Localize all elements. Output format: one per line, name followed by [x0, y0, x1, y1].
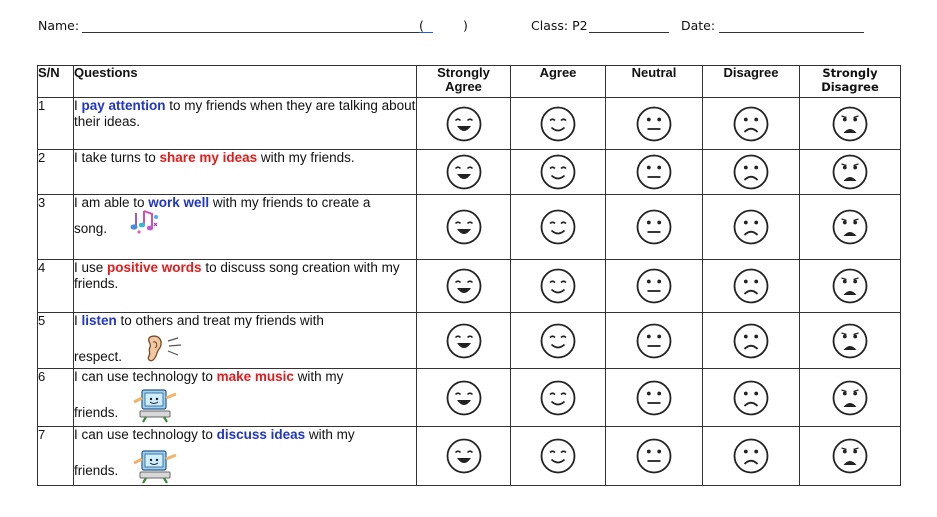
- row-number: 3: [38, 195, 74, 259]
- question-pre: I am able to: [74, 195, 149, 211]
- name-blank[interactable]: [82, 20, 428, 33]
- sad-face-icon: [703, 153, 799, 191]
- rating-disagree[interactable]: [703, 259, 800, 312]
- happy-face-icon: [511, 437, 605, 475]
- rating-agree[interactable]: [511, 426, 606, 485]
- date-label: Date:: [681, 18, 716, 33]
- col-header-strongly-disagree-line1: Strongly: [822, 66, 878, 80]
- rating-agree[interactable]: [511, 259, 606, 312]
- open-paren: (: [419, 18, 433, 33]
- ear-icon: [140, 333, 186, 369]
- rating-disagree[interactable]: [703, 369, 800, 426]
- very-happy-face-icon: [417, 105, 510, 143]
- question-post: with my: [305, 426, 355, 442]
- rating-neutral[interactable]: [606, 195, 703, 259]
- question-post: with my friends to create a: [209, 195, 371, 211]
- sad-face-icon: [703, 379, 799, 417]
- happy-face-icon: [511, 379, 605, 417]
- rating-neutral[interactable]: [606, 150, 703, 195]
- row-number: 4: [38, 259, 74, 312]
- neutral-face-icon: [606, 379, 702, 417]
- col-header-strongly-agree-line1: Strongly: [437, 65, 490, 80]
- question-text: [74, 426, 417, 485]
- question-pre: I: [74, 313, 82, 329]
- rating-strongly-disagree[interactable]: [800, 369, 901, 426]
- table-row: [38, 150, 901, 195]
- neutral-face-icon: [606, 208, 702, 246]
- table-row: [38, 369, 901, 426]
- very-happy-face-icon: [417, 267, 510, 305]
- rating-agree[interactable]: [511, 195, 606, 259]
- rating-strongly-agree[interactable]: [417, 259, 511, 312]
- rating-neutral[interactable]: [606, 259, 703, 312]
- question-pre: I can use technology to: [74, 426, 217, 442]
- very-happy-face-icon: [417, 437, 510, 475]
- sad-face-icon: [703, 105, 799, 143]
- neutral-face-icon: [606, 267, 702, 305]
- very-happy-face-icon: [417, 208, 510, 246]
- computer-icon: [132, 388, 180, 428]
- question-line2: song.: [74, 221, 108, 237]
- row-number: 6: [38, 369, 74, 426]
- very-happy-face-icon: [417, 322, 510, 360]
- col-header-sn: S/N: [38, 66, 74, 98]
- rating-strongly-disagree[interactable]: [800, 150, 901, 195]
- very-happy-face-icon: [417, 153, 510, 191]
- computer-icon: [132, 449, 180, 489]
- rating-strongly-agree[interactable]: [417, 313, 511, 369]
- form-header: [38, 18, 898, 38]
- table-row: [38, 195, 901, 259]
- question-line2: friends.: [74, 405, 119, 421]
- very-sad-face-icon: [800, 208, 900, 246]
- rating-agree[interactable]: [511, 98, 606, 150]
- rating-strongly-disagree[interactable]: [800, 98, 901, 150]
- rating-neutral[interactable]: [606, 369, 703, 426]
- table-row: [38, 426, 901, 485]
- sad-face-icon: [703, 322, 799, 360]
- table-row: [38, 313, 901, 369]
- question-post: to others and treat my friends with: [116, 313, 324, 329]
- col-header-strongly-disagree-line2: Disagree: [821, 80, 879, 94]
- question-post: to my friends when they are talking about their ideas.: [74, 98, 416, 129]
- col-header-questions: Questions: [74, 66, 417, 98]
- rating-strongly-disagree[interactable]: [800, 313, 901, 369]
- question-keyword: make music: [216, 369, 294, 385]
- sad-face-icon: [703, 208, 799, 246]
- survey-table: [37, 65, 901, 486]
- rating-agree[interactable]: [511, 369, 606, 426]
- table-row: [38, 98, 901, 150]
- rating-strongly-disagree[interactable]: [800, 426, 901, 485]
- rating-strongly-agree[interactable]: [417, 369, 511, 426]
- question-post: to discuss song creation with my friends.: [74, 259, 400, 291]
- question-pre: I can use technology to: [74, 369, 217, 385]
- neutral-face-icon: [606, 153, 702, 191]
- question-text: [74, 98, 417, 150]
- header-row: [38, 66, 901, 98]
- question-pre: I: [74, 98, 82, 113]
- question-keyword: work well: [148, 195, 210, 211]
- rating-strongly-agree[interactable]: [417, 195, 511, 259]
- neutral-face-icon: [606, 322, 702, 360]
- question-text: [74, 259, 417, 312]
- col-header-agree: Agree: [511, 66, 606, 98]
- question-text: [74, 313, 417, 369]
- question-pre: I take turns to: [74, 150, 160, 166]
- rating-agree[interactable]: [511, 150, 606, 195]
- question-keyword: discuss ideas: [216, 426, 306, 442]
- rating-disagree[interactable]: [703, 98, 800, 150]
- happy-face-icon: [511, 208, 605, 246]
- sad-face-icon: [703, 437, 799, 475]
- neutral-face-icon: [606, 437, 702, 475]
- rating-strongly-disagree[interactable]: [800, 195, 901, 259]
- question-pre: I use: [74, 259, 108, 275]
- row-number: 5: [38, 313, 74, 369]
- rating-disagree[interactable]: [703, 195, 800, 259]
- question-text: [74, 150, 417, 195]
- very-sad-face-icon: [800, 322, 900, 360]
- col-header-strongly-agree-line2: Agree: [445, 79, 482, 94]
- close-paren: ): [463, 18, 468, 33]
- col-header-strongly-disagree: [800, 66, 901, 98]
- date-blank[interactable]: [719, 20, 864, 33]
- happy-face-icon: [511, 322, 605, 360]
- question-keyword: positive words: [107, 259, 202, 275]
- rating-disagree[interactable]: [703, 150, 800, 195]
- row-number: 2: [38, 150, 74, 195]
- question-text: [74, 369, 417, 426]
- very-sad-face-icon: [800, 379, 900, 417]
- col-header-disagree: Disagree: [703, 66, 800, 98]
- happy-face-icon: [511, 267, 605, 305]
- question-keyword: pay attention: [81, 98, 166, 113]
- question-post: with my: [293, 369, 344, 385]
- question-line2: friends.: [74, 462, 119, 478]
- rating-strongly-disagree[interactable]: [800, 259, 901, 312]
- name-label: Name:: [38, 18, 80, 33]
- question-keyword: listen: [81, 313, 117, 329]
- happy-face-icon: [511, 153, 605, 191]
- question-keyword: share my ideas: [159, 150, 258, 166]
- very-sad-face-icon: [800, 437, 900, 475]
- rating-strongly-agree[interactable]: [417, 98, 511, 150]
- rating-strongly-agree[interactable]: [417, 426, 511, 485]
- rating-neutral[interactable]: [606, 313, 703, 369]
- music-notes-icon: [130, 209, 160, 239]
- happy-face-icon: [511, 105, 605, 143]
- very-happy-face-icon: [417, 379, 510, 417]
- rating-disagree[interactable]: [703, 313, 800, 369]
- class-label: Class: P2: [531, 18, 588, 33]
- col-header-strongly-agree: [417, 66, 511, 98]
- col-header-neutral: Neutral: [606, 66, 703, 98]
- rating-neutral[interactable]: [606, 98, 703, 150]
- question-text: [74, 195, 417, 259]
- rating-disagree[interactable]: [703, 426, 800, 485]
- rating-agree[interactable]: [511, 313, 606, 369]
- question-post: with my friends.: [257, 150, 355, 166]
- rating-neutral[interactable]: [606, 426, 703, 485]
- very-sad-face-icon: [800, 153, 900, 191]
- neutral-face-icon: [606, 105, 702, 143]
- row-number: 7: [38, 426, 74, 485]
- very-sad-face-icon: [800, 267, 900, 305]
- question-line2: respect.: [74, 349, 123, 365]
- sad-face-icon: [703, 267, 799, 305]
- rating-strongly-agree[interactable]: [417, 150, 511, 195]
- very-sad-face-icon: [800, 105, 900, 143]
- row-number: 1: [38, 98, 74, 150]
- table-row: [38, 259, 901, 312]
- class-blank[interactable]: [589, 20, 669, 33]
